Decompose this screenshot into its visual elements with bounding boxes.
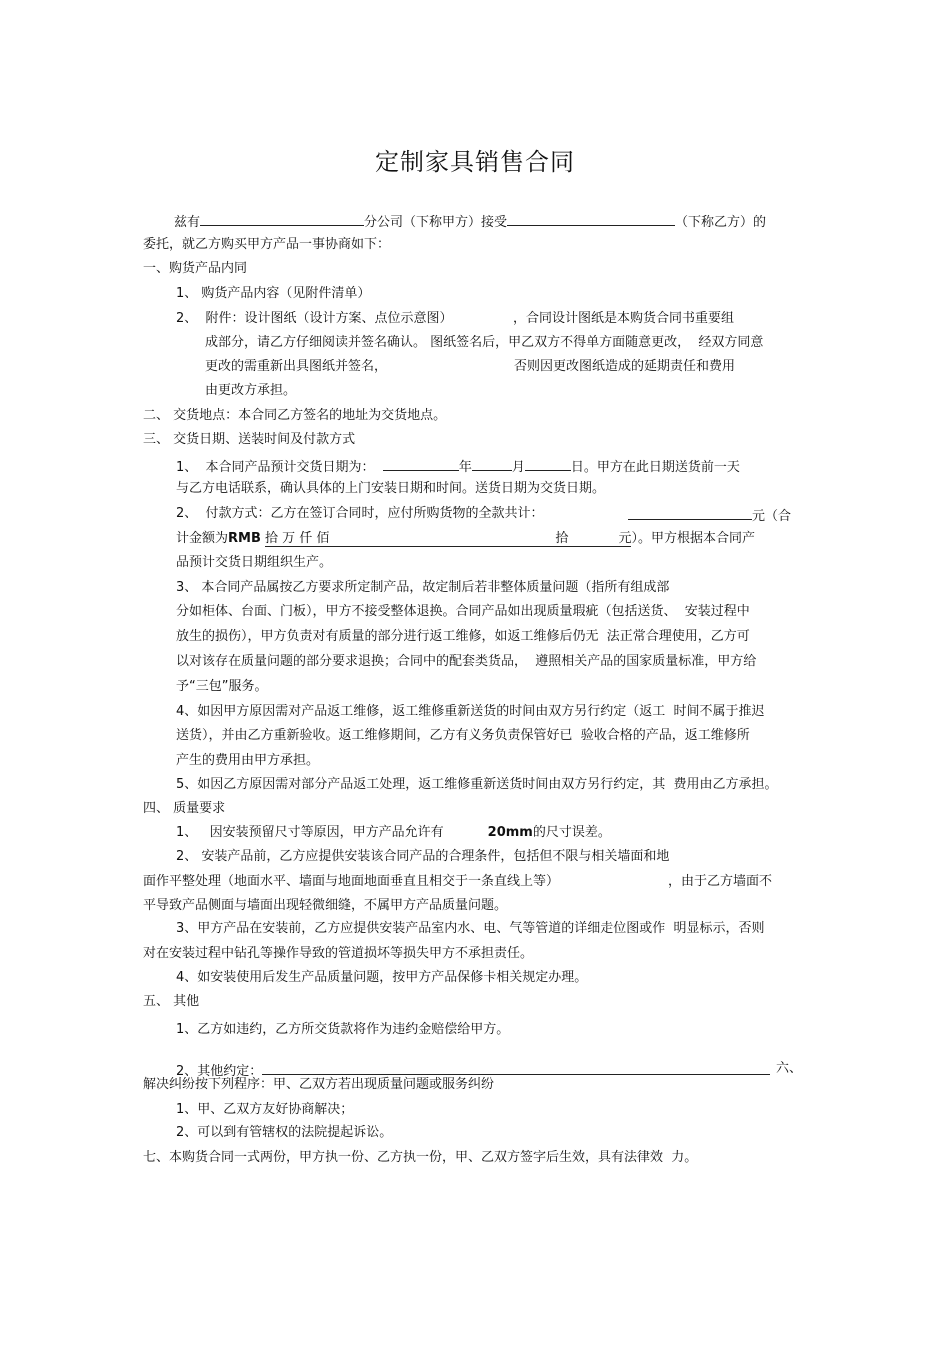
s3-item-2d: 品预计交货日期组织生产。	[176, 555, 333, 570]
s3-item-3a: 3、 本合同产品属按乙方要求所定制产品，故定制后若非整体质量问题（指所有组成部	[176, 580, 670, 595]
s1-item-2c: 成部分，请乙方仔细阅读并签名确认。 图纸签名后，甲乙双方不得单方面随意更改， 经双方同意	[205, 335, 764, 350]
total-amount-blank	[628, 505, 752, 520]
page-title: 定制家具销售合同	[375, 148, 575, 176]
branch-blank	[200, 211, 364, 226]
s1-item-2d-1: 更改的需重新出具图纸并签名，	[205, 359, 388, 374]
rmb-label: RMB	[228, 531, 261, 546]
section-5-heading: 五、 其他	[143, 994, 200, 1009]
section-3-heading: 三、 交货日期、送装时间及付款方式	[143, 432, 356, 447]
shi-unit: 拾	[555, 531, 569, 546]
s6-item-1: 1、甲、乙双方友好协商解决；	[176, 1102, 354, 1117]
s3-item-2b	[628, 505, 791, 526]
section-6-text: 解决纠纷按下列程序：甲、乙双方若出现质量问题或服务纠纷	[143, 1077, 495, 1092]
s3-item-4a: 4、如因甲方原因需对产品返工维修，返工维修重新送货的时间由双方另行约定（返工 时间不属于推迟	[176, 704, 765, 719]
section-2-heading: 二、 交货地点：本合同乙方签名的地址为交货地点。	[143, 408, 447, 423]
intro-text-2: 分公司（下称甲方）接受	[364, 215, 508, 230]
yuan-unit: 元	[618, 531, 632, 546]
section-1-heading: 一、购货产品内同	[143, 261, 248, 276]
year-blank	[383, 456, 459, 471]
s1-item-2e: 由更改方承担。	[205, 383, 297, 398]
s3-item-4b: 送货），并由乙方重新验收。返工维修期间，乙方有义务负责保管好已 验收合格的产品，返工维修所	[176, 728, 750, 743]
s5-item-1: 1、乙方如违约，乙方所交货款将作为违约金赔偿给甲方。	[176, 1022, 510, 1037]
s3-item-1a	[176, 456, 740, 477]
s4-item-2c: 平导致产品侧面与墙面出现轻微细缝，不属甲方产品质量问题。	[143, 898, 508, 913]
other-terms-blank	[262, 1060, 770, 1075]
s4-item-2b-2: ，由于乙方墙面不	[668, 874, 773, 889]
amount-units: 拾 万 仟 佰 拾 元	[265, 531, 632, 546]
intro-line-1	[174, 211, 766, 232]
s4-item-4: 4、如安装使用后发生产品质量问题，按甲方产品保修卡相关规定办理。	[176, 970, 588, 985]
year-label: 年	[458, 460, 472, 475]
day-blank	[525, 456, 571, 471]
s1-item-2a: 2、 附件：设计图纸（设计方案、点位示意图）	[176, 311, 453, 326]
s3-item-5: 5、如因乙方原因需对部分产品返工处理，返工维修重新送货时间由双方另行约定，其 费用由乙方承担。	[176, 777, 778, 792]
intro-text-1: 兹有	[174, 215, 201, 230]
s3-item-1b: 日。甲方在此日期送货前一天	[570, 460, 740, 475]
s4-item-2b-1: 面作平整处理（地面水平、墙面与地面地面垂直且相交于一条直线上等）	[143, 874, 560, 889]
s3-item-3b: 分如柜体、台面、门板），甲方不接受整体退换。合同产品如出现质量瑕疵（包括送货、 安装过程中	[176, 604, 750, 619]
intro-text-3: （下称乙方）的	[675, 215, 767, 230]
s1-item-2b: ，合同设计图纸是本购货合同书重要组	[513, 311, 735, 326]
yuan-he-label: 元（合	[752, 509, 792, 524]
s3-item-2a: 2、 付款方式：乙方在签订合同时，应付所购货物的全款共计：	[176, 506, 544, 521]
s4-item-2a: 2、 安装产品前，乙方应提供安装该合同产品的合理条件，包括但不限与相关墙面和地	[176, 849, 670, 864]
s3-item-2c	[176, 530, 755, 548]
s4-item-3b: 对在安装过程中钻孔等操作导致的管道损坏等损失甲方不承担责任。	[143, 946, 534, 961]
s1-item-2d-2: 否则因更改图纸造成的延期责任和费用	[514, 359, 736, 374]
s3-item-3c: 放生的损伤），甲方负责对有质量的部分进行返工维修，如返工维修后仍无 法正常合理使用，乙方可	[176, 629, 750, 644]
section-6-number: 六、	[776, 1061, 803, 1076]
s5-item-2: 2、其他约定：	[176, 1060, 770, 1081]
party-b-blank	[507, 211, 675, 226]
intro-line-2: 委托，就乙方购买甲方产品一事协商如下：	[143, 237, 391, 252]
amount-label: 计金额为	[176, 531, 229, 546]
section-7-text: 七、本购货合同一式两份，甲方执一份、乙方执一份，甲、乙双方签字后生效，具有法律效 力。	[143, 1150, 698, 1165]
delivery-date-label: 1、 本合同产品预计交货日期为：	[176, 460, 375, 475]
s3-item-3d: 以对该存在质量问题的部分要求退换；合同中的配套类货品， 遵照相关产品的国家质量标准，甲方给	[176, 654, 757, 669]
tolerance-value: 20mm	[487, 825, 533, 840]
month-blank	[472, 456, 512, 471]
s3-item-4c: 产生的费用由甲方承担。	[176, 753, 320, 768]
s4-item-1: 1、 因安装预留尺寸等原因，甲方产品允许有 20mm的尺寸误差。	[176, 825, 611, 840]
s6-item-2: 2、可以到有管辖权的法院提起诉讼。	[176, 1125, 393, 1140]
s1-item-1: 1、 购货产品内容（见附件清单）	[176, 286, 371, 301]
s3-item-3e: 予“三包”服务。	[176, 679, 268, 694]
s3-item-2c-tail: ）。甲方根据本合同产	[631, 531, 755, 546]
s3-item-1c: 与乙方电话联系，确认具体的上门安装日期和时间。送货日期为交货日期。	[176, 481, 606, 496]
s4-item-3a: 3、甲方产品在安装前，乙方应提供安装产品室内水、电、气等管道的详细走位图或作 明显标示，否则	[176, 921, 765, 936]
section-4-heading: 四、 质量要求	[143, 801, 226, 816]
month-label: 月	[511, 460, 525, 475]
